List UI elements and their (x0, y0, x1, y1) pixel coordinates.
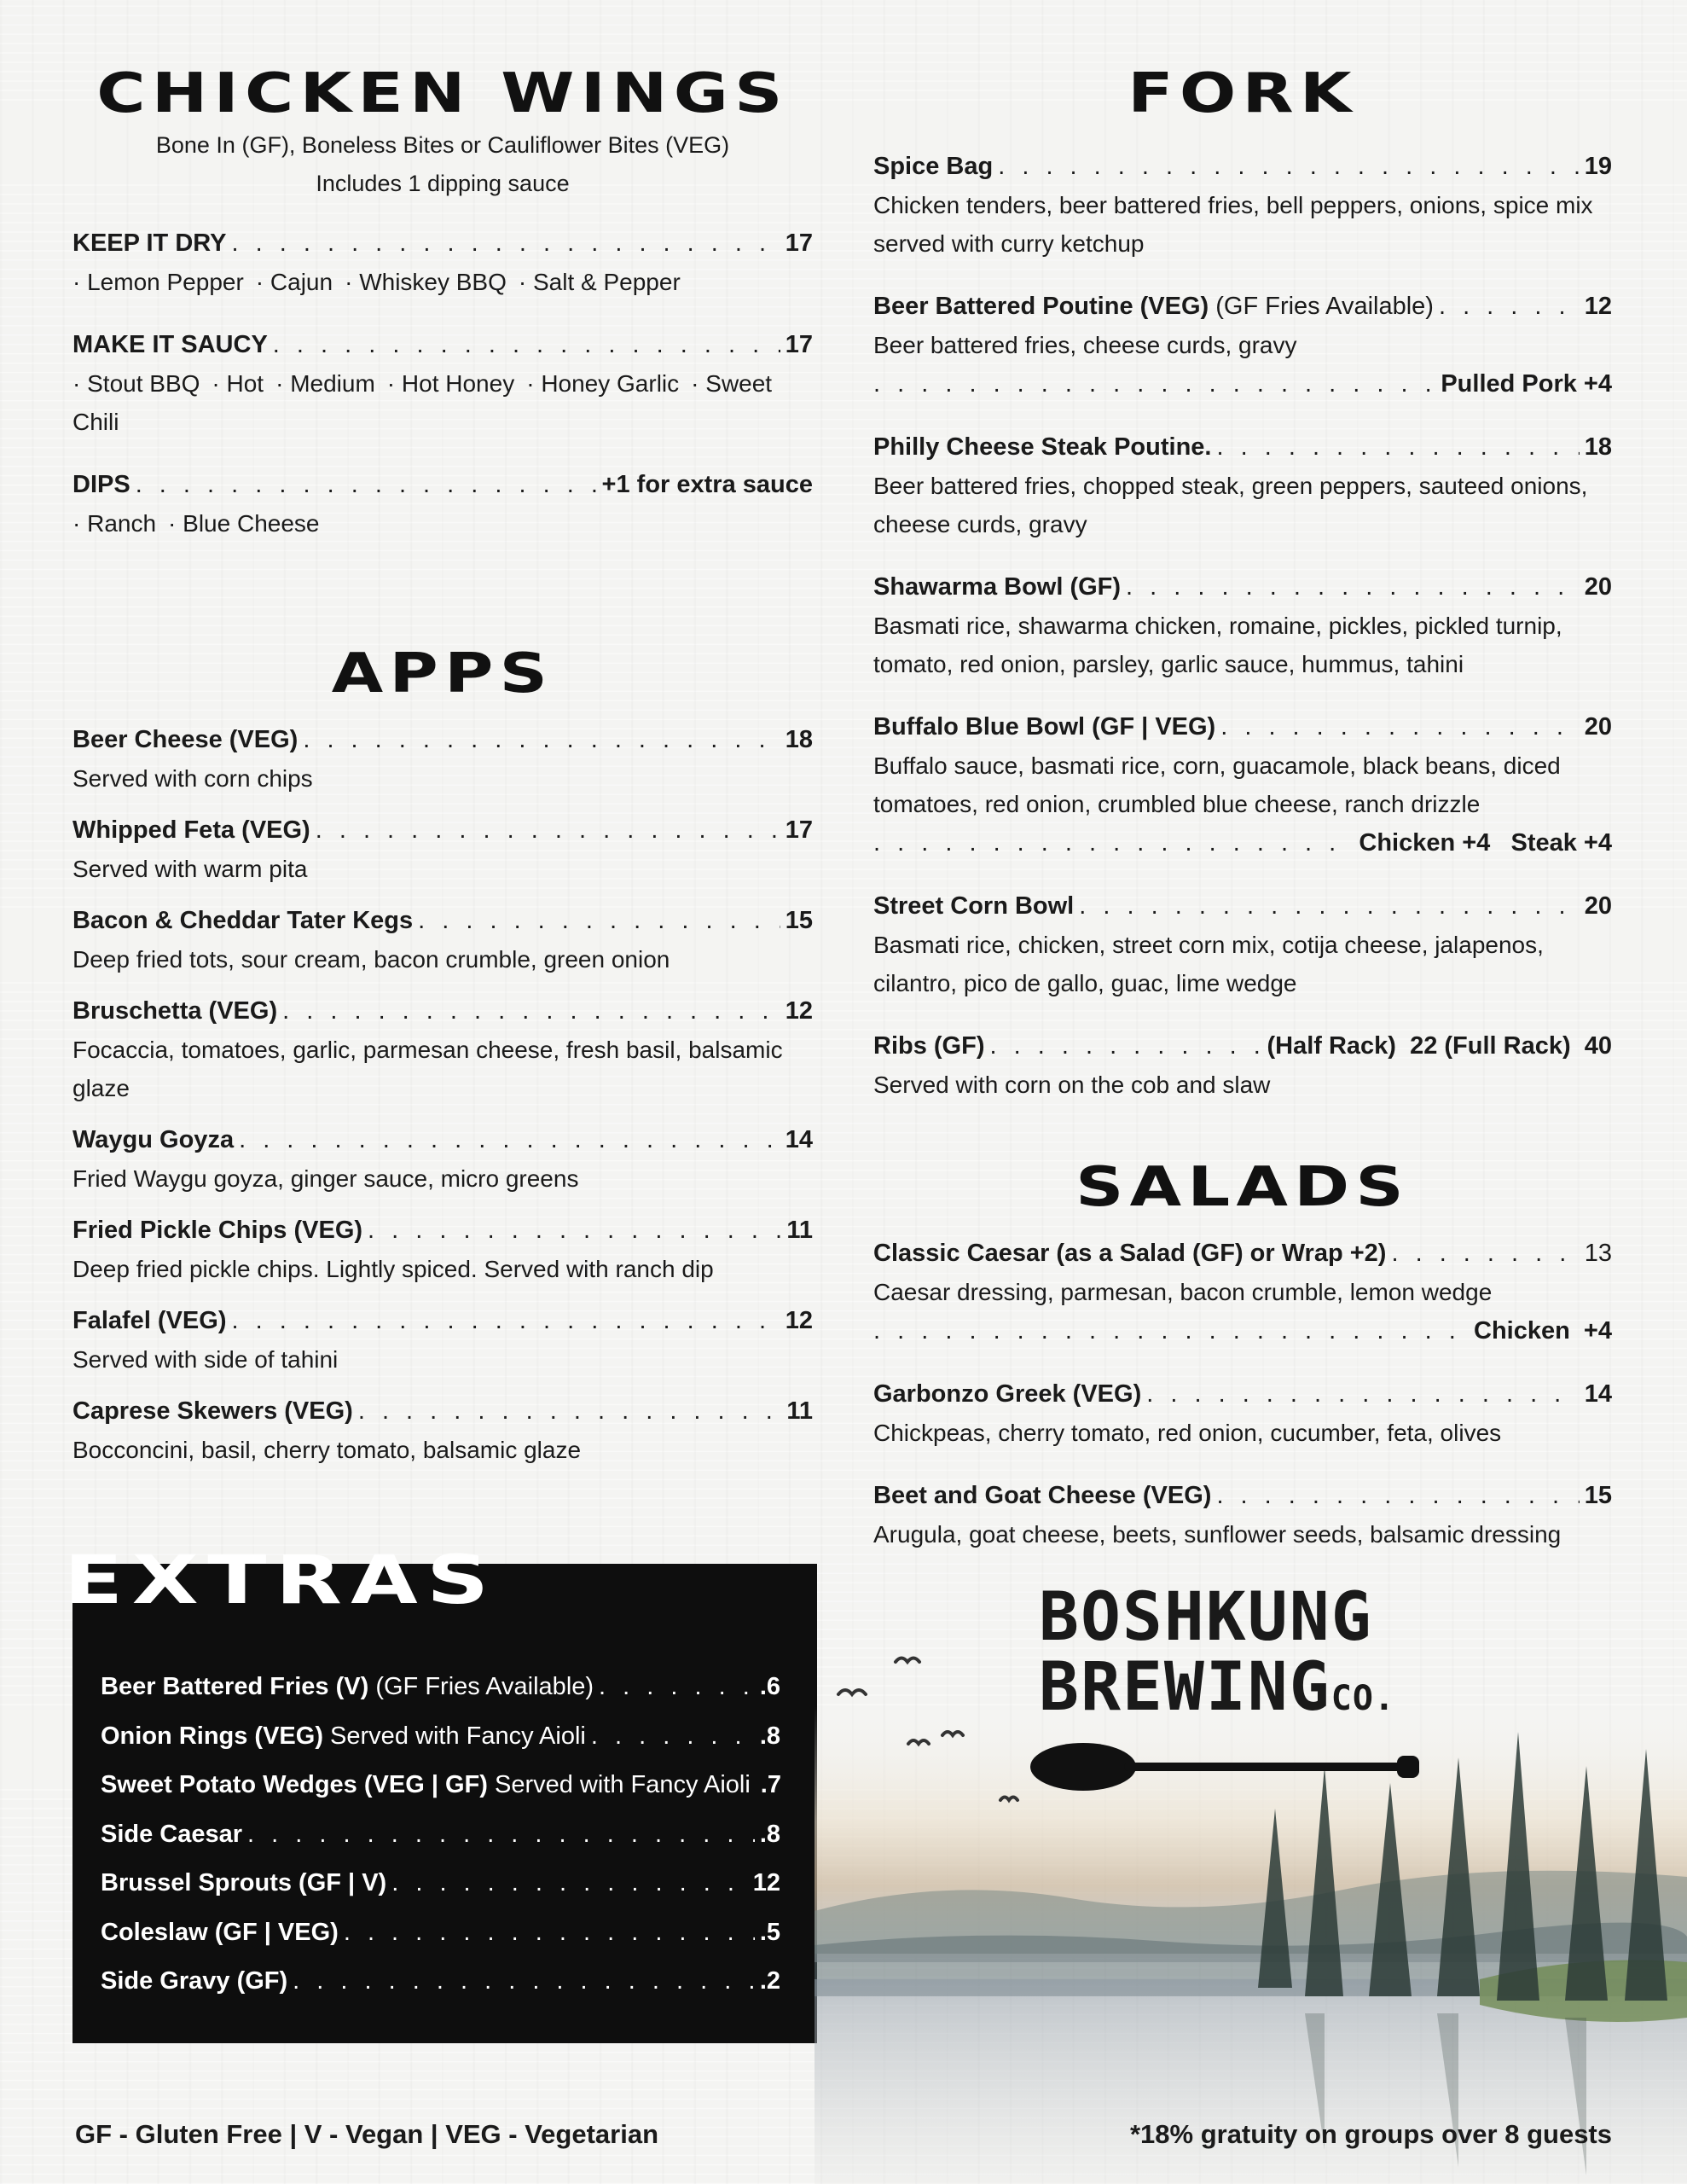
item-options: · Lemon Pepper· Cajun· Whiskey BBQ· Salt & Pepper (72, 263, 813, 301)
extras-item (101, 1663, 780, 1712)
menu-item-make-it-saucy (72, 325, 813, 441)
apps-section (72, 642, 813, 1469)
item-name: KEEP IT DRY (72, 229, 227, 257)
menu-item-spice-bag (873, 147, 1612, 263)
item-price: .5 (759, 1918, 780, 1946)
item-addon: Pulled Pork +4 (1441, 370, 1612, 398)
menu-item-garbonzo-greek (873, 1374, 1612, 1452)
item-name: Fried Pickle Chips (VEG) (72, 1217, 363, 1244)
item-price: .8 (759, 1820, 780, 1848)
item-name: Beet and Goat Cheese (VEG) (873, 1482, 1212, 1509)
extras-item (101, 1908, 780, 1958)
apps-list (72, 720, 813, 1469)
paddle-icon (1030, 1737, 1431, 1797)
menu-item-keep-it-dry (72, 224, 813, 301)
item-name: Side Gravy (GF) (101, 1967, 288, 1995)
item-description: Served with corn chips (72, 765, 313, 792)
item-addon: Chicken +4 Steak +4 (1359, 829, 1612, 857)
item-price: 14 (785, 1126, 813, 1153)
extras-box (64, 1542, 817, 2043)
item-price: .7 (760, 1771, 781, 1798)
item-price: 12 (785, 997, 813, 1025)
item-price: 12 (1584, 293, 1612, 320)
item-description: Focaccia, tomatoes, garlic, parmesan cheese, fresh basil, balsamic glaze (72, 1037, 783, 1101)
logo-line-1: BOSHKUNG (1039, 1579, 1373, 1656)
item-name: Classic Caesar (as a Salad (GF) or Wrap +2) (873, 1240, 1387, 1267)
menu-item-ribs (873, 1026, 1612, 1104)
menu-item-shawarma-bowl (873, 567, 1612, 683)
wings-subtitle: Bone In (GF), Boneless Bites or Cauliflower Bites (VEG) (155, 132, 730, 158)
item-options: · Stout BBQ· Hot· Medium· Hot Honey· Honey Garlic· Sweet Chili (72, 364, 813, 441)
item-description: Basmati rice, shawarma chicken, romaine, pickles, pickled turnip, tomato, red onion, parsley, garlic sauce, hummus, tahini (873, 613, 1562, 677)
item-note: Served with Fancy Aioli (487, 1771, 751, 1798)
item-name: Shawarma Bowl (GF) (873, 573, 1122, 601)
brewery-logo (1039, 1579, 1431, 1801)
item-name: Brussel Sprouts (GF | V) (101, 1869, 387, 1896)
item-price: 15 (785, 907, 813, 934)
menu-item (72, 1211, 813, 1288)
item-price: 14 (1584, 1380, 1612, 1408)
menu-item (72, 901, 813, 979)
item-name: Caprese Skewers (VEG) (72, 1397, 353, 1425)
item-name: Philly Cheese Steak Poutine. (873, 433, 1212, 461)
item-name: Side Caesar (101, 1820, 243, 1848)
extras-item (101, 1810, 780, 1860)
item-description: Caesar dressing, parmesan, bacon crumble, lemon wedge (873, 1279, 1493, 1305)
item-name: Buffalo Blue Bowl (GF | VEG) (873, 713, 1216, 741)
item-description: Served with corn on the cob and slaw (873, 1072, 1271, 1098)
item-name: DIPS (72, 471, 130, 498)
extras-heading: EXTRAS (64, 1542, 498, 1619)
extras-item (101, 1712, 780, 1762)
item-price: 12 (752, 1869, 780, 1896)
menu-item (72, 1120, 813, 1198)
item-description: Served with warm pita (72, 856, 308, 882)
item-description: Arugula, goat cheese, beets, sunflower seeds, balsamic dressing (873, 1521, 1562, 1548)
item-description: Served with side of tahini (72, 1346, 339, 1373)
wings-heading: CHICKEN WINGS (96, 62, 789, 125)
item-name: Waygu Goyza (72, 1126, 235, 1153)
item-name: Coleslaw (GF | VEG) (101, 1918, 339, 1946)
item-price: 15 (1584, 1482, 1612, 1509)
menu-item (72, 720, 813, 798)
wings-subtitle-2: Includes 1 dipping sauce (316, 171, 570, 196)
menu-item (72, 810, 813, 888)
extras-item (101, 1761, 780, 1810)
menu-item (72, 991, 813, 1107)
extras-item (101, 1859, 780, 1908)
item-name: Whipped Feta (VEG) (72, 816, 310, 844)
item-price: 13 (1584, 1240, 1612, 1267)
item-price: 11 (786, 1217, 813, 1244)
item-name: Onion Rings (VEG) (101, 1722, 323, 1750)
item-price: 17 (785, 229, 813, 257)
item-price: 19 (1584, 153, 1612, 180)
menu-item-street-corn-bowl (873, 886, 1612, 1002)
fork-section (873, 62, 1612, 1104)
item-note: (GF Fries Available) (1209, 293, 1434, 320)
item-price: 11 (786, 1397, 813, 1425)
item-price: 17 (785, 331, 813, 358)
menu-item-classic-caesar (873, 1234, 1612, 1350)
fork-heading: FORK (1128, 62, 1358, 125)
gratuity-note: *18% gratuity on groups over 8 guests (1129, 2119, 1612, 2149)
item-name: Beer Cheese (VEG) (72, 726, 299, 753)
dietary-legend: GF - Gluten Free | V - Vegan | VEG - Vegetarian (75, 2119, 659, 2149)
item-price: 12 (785, 1307, 813, 1334)
item-price: 17 (785, 816, 813, 844)
item-description: Deep fried pickle chips. Lightly spiced. Served with ranch dip (72, 1256, 714, 1282)
item-name: Garbonzo Greek (VEG) (873, 1380, 1142, 1408)
item-price: 20 (1584, 573, 1612, 601)
item-description: Bocconcini, basil, cherry tomato, balsamic glaze (72, 1437, 582, 1463)
item-price: (Half Rack) 22 (Full Rack) 40 (1267, 1032, 1612, 1060)
item-description: Beer battered fries, cheese curds, gravy (873, 332, 1297, 358)
item-price: 18 (785, 726, 813, 753)
item-name: Bruschetta (VEG) (72, 997, 278, 1025)
item-price: 18 (1584, 433, 1612, 461)
item-name: Street Corn Bowl (873, 892, 1075, 920)
item-name: MAKE IT SAUCY (72, 331, 268, 358)
item-price: 20 (1584, 713, 1612, 741)
item-options: · Ranch· Blue Cheese (72, 504, 813, 543)
menu-item (72, 1301, 813, 1379)
item-addon: Chicken +4 (1474, 1317, 1612, 1345)
item-name: Beer Battered Poutine (VEG) (873, 293, 1209, 320)
extras-list (101, 1663, 780, 2007)
item-description: Beer battered fries, chopped steak, green peppers, sauteed onions, cheese curds, gravy (873, 473, 1588, 537)
salads-heading: SALADS (1075, 1156, 1410, 1219)
salads-section (873, 1156, 1612, 1554)
menu-item-dips (72, 465, 813, 543)
item-name: Falafel (VEG) (72, 1307, 227, 1334)
item-description: Buffalo sauce, basmati rice, corn, guacamole, black beans, diced tomatoes, red onion, crumbled blue cheese, ranch drizzle (873, 752, 1561, 817)
item-name: Bacon & Cheddar Tater Kegs (72, 907, 414, 934)
logo-co: CO. (1330, 1679, 1395, 1718)
item-name: Sweet Potato Wedges (VEG | GF) (101, 1771, 488, 1798)
item-price: .8 (759, 1722, 780, 1750)
menu-item-philly-poutine (873, 427, 1612, 543)
item-name: Spice Bag (873, 153, 994, 180)
item-note: (GF Fries Available) (368, 1673, 594, 1700)
wings-section (72, 62, 813, 543)
menu-item (72, 1391, 813, 1469)
extras-item (101, 1957, 780, 2007)
item-price: +1 for extra sauce (601, 471, 813, 498)
item-description: Chicken tenders, beer battered fries, bell peppers, onions, spice mix served with curry ketchup (873, 192, 1593, 257)
item-name: Ribs (GF) (873, 1032, 985, 1060)
item-description: Fried Waygu goyza, ginger sauce, micro greens (72, 1165, 579, 1192)
item-name: Beer Battered Fries (V) (101, 1673, 369, 1700)
logo-line-2: BREWING (1039, 1649, 1331, 1726)
item-price: .2 (759, 1967, 780, 1995)
item-note: Served with Fancy Aioli (323, 1722, 586, 1750)
apps-heading: APPS (331, 642, 554, 706)
menu-item-buffalo-bowl (873, 707, 1612, 863)
menu-item-beet-goat-cheese (873, 1476, 1612, 1554)
menu-item-beer-battered-poutine (873, 287, 1612, 404)
item-description: Deep fried tots, sour cream, bacon crumble, green onion (72, 946, 670, 973)
item-description: Chickpeas, cherry tomato, red onion, cucumber, feta, olives (873, 1420, 1502, 1446)
item-description: Basmati rice, chicken, street corn mix, cotija cheese, jalapenos, cilantro, pico de gallo, guac, lime wedge (873, 932, 1544, 996)
item-price: 20 (1584, 892, 1612, 920)
item-price: .6 (759, 1673, 780, 1700)
